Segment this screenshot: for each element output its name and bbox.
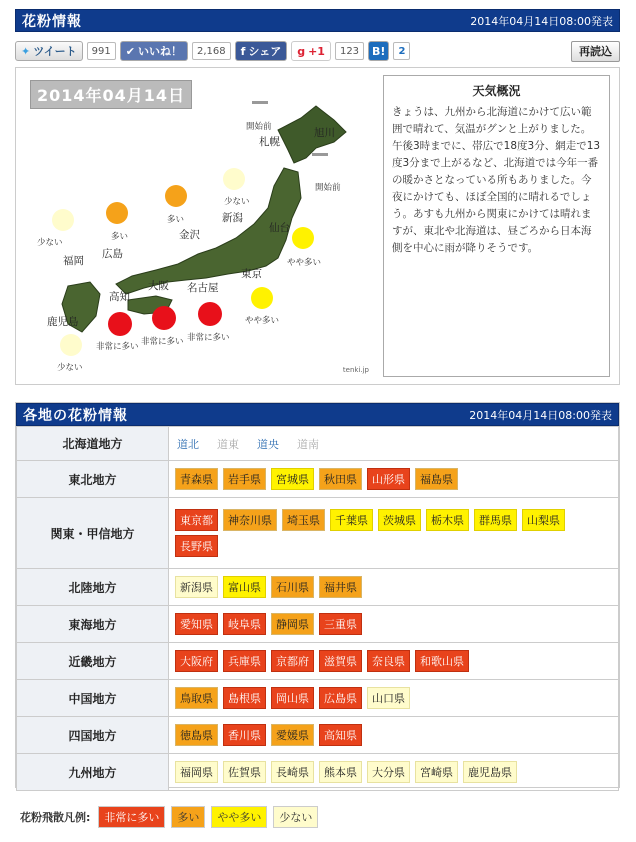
prefecture-link[interactable]: 熊本県 [319, 761, 362, 783]
twitter-icon: ✦ [21, 44, 31, 58]
region-row [17, 461, 619, 498]
region-row [17, 717, 619, 754]
prefecture-link[interactable]: 埼玉県 [282, 509, 325, 531]
weather-text: きょうは、九州から北海道にかけて広い範囲で晴れて、気温がグンと上がりました。午後3時までに、帯広で18度3分、網走で13度3分まで上がるなど、北海道では今年一番の暖かさとなっている所もありました。今夜にかけても、ほぼ全国的に晴れるでしょう。あすも九州から関東にかけては晴れますが、東北や北海道は、昼ごろから日本海側を中心に雨が降りそうです。 [392, 106, 601, 254]
region-row [17, 680, 619, 717]
level-marker-many [165, 185, 187, 207]
level-marker-somewhat [251, 287, 273, 309]
city-sendai: 仙台 [269, 222, 290, 234]
region-name: 中国地方 [17, 680, 169, 717]
reload-button[interactable]: 再読込 [571, 41, 620, 62]
prefecture-link[interactable]: 福岡県 [175, 761, 218, 783]
prefecture-link[interactable]: 青森県 [175, 468, 218, 490]
prefecture-link[interactable]: 東京都 [175, 509, 218, 531]
prefecture-link[interactable]: 岩手県 [223, 468, 266, 490]
issue-date: 2014年04月14日08:00発表 [470, 14, 613, 28]
prefecture-link[interactable]: 宮城県 [271, 468, 314, 490]
city-kochi: 高知 [109, 291, 130, 303]
level-label: 多い [167, 215, 185, 225]
prefecture-list [169, 606, 619, 643]
page-title: 花粉情報 [22, 13, 82, 30]
city-sapporo: 札幌 [259, 136, 280, 148]
prefecture-link[interactable]: 滋賀県 [319, 650, 362, 672]
share-button[interactable]: f シェア [235, 41, 288, 61]
city-kanazawa: 金沢 [179, 229, 200, 241]
level-label: やや多い [287, 258, 322, 268]
prefecture-link[interactable]: 富山県 [223, 576, 266, 598]
city-fukuoka: 福岡 [63, 255, 84, 267]
prefecture-list [169, 680, 619, 717]
regional-title: 各地の花粉情報 [23, 407, 128, 424]
level-marker-very-many [108, 312, 132, 336]
prefecture-link[interactable]: 栃木県 [426, 509, 469, 531]
region-name: 関東・甲信地方 [17, 498, 169, 569]
level-marker-low [60, 334, 82, 356]
prefecture-link[interactable]: 和歌山県 [415, 650, 469, 672]
prefecture-list [169, 461, 619, 498]
prefecture-link[interactable]: 島根県 [223, 687, 266, 709]
map-credit: tenki.jp [342, 366, 369, 374]
prefecture-link[interactable]: 佐賀県 [223, 761, 266, 783]
prefecture-link[interactable]: 三重県 [319, 613, 362, 635]
level-marker-low [52, 209, 74, 231]
prefecture-link[interactable]: 京都府 [271, 650, 314, 672]
hatena-count: 2 [393, 42, 410, 60]
like-button[interactable]: ✔ いいね！ [120, 41, 188, 61]
level-label: 非常に多い [187, 333, 230, 343]
prefecture-list [169, 643, 619, 680]
level-marker-before [252, 101, 268, 104]
prefecture-list [169, 569, 619, 606]
level-label: 多い [111, 232, 129, 242]
region-name: 東海地方 [17, 606, 169, 643]
level-label: 非常に多い [141, 337, 184, 347]
prefecture-list [169, 427, 619, 461]
like-count: 2,168 [192, 42, 231, 60]
gplus-count: 123 [335, 42, 364, 60]
legend-very-many: 非常に多い [98, 806, 165, 828]
city-hiroshima: 広島 [102, 248, 123, 260]
level-marker-before [312, 153, 328, 156]
prefecture-link[interactable]: 高知県 [319, 724, 362, 746]
gplus-icon: g [297, 44, 306, 58]
prefecture-link[interactable]: 愛媛県 [271, 724, 314, 746]
prefecture-link[interactable]: 秋田県 [319, 468, 362, 490]
legend-many: 多い [171, 806, 205, 828]
level-marker-very-many [152, 306, 176, 330]
prefecture-link[interactable]: 千葉県 [330, 509, 373, 531]
regional-pollen-section [15, 402, 620, 788]
city-asahikawa: 旭川 [314, 127, 335, 139]
subregion-disabled: 道南 [297, 437, 319, 451]
prefecture-link[interactable]: 山口県 [367, 687, 410, 709]
weather-summary [383, 75, 610, 377]
legend-few: 少ない [273, 806, 318, 828]
hatena-button[interactable]: B! [368, 41, 389, 61]
pollen-info-header [15, 9, 620, 32]
city-niigata: 新潟 [222, 212, 243, 224]
regional-date: 2014年04月14日08:00発表 [469, 408, 612, 422]
subregion-link[interactable]: 道央 [257, 437, 279, 451]
prefecture-link[interactable]: 岡山県 [271, 687, 314, 709]
level-label: やや多い [245, 316, 280, 326]
legend [20, 806, 318, 828]
level-label: 少ない [37, 238, 63, 248]
pollen-map-panel [15, 67, 620, 385]
tweet-count: 991 [87, 42, 116, 60]
regional-table [16, 426, 619, 791]
prefecture-link[interactable]: 大分県 [367, 761, 410, 783]
prefecture-list [169, 498, 619, 569]
level-label: 少ない [224, 197, 250, 207]
region-row [17, 427, 619, 461]
subregion-link[interactable]: 道北 [177, 437, 199, 451]
prefecture-link[interactable]: 徳島県 [175, 724, 218, 746]
city-nagoya: 名古屋 [187, 282, 219, 294]
prefecture-link[interactable]: 石川県 [271, 576, 314, 598]
region-name: 東北地方 [17, 461, 169, 498]
prefecture-link[interactable]: 新潟県 [175, 576, 218, 598]
tweet-button[interactable]: ✦ ツイート [15, 41, 83, 61]
region-name: 北海道地方 [17, 427, 169, 461]
prefecture-link[interactable]: 広島県 [319, 687, 362, 709]
prefecture-link[interactable]: 福井県 [319, 576, 362, 598]
prefecture-link[interactable]: 愛知県 [175, 613, 218, 635]
regional-header [16, 403, 619, 426]
region-row [17, 606, 619, 643]
prefecture-link[interactable]: 茨城県 [378, 509, 421, 531]
prefecture-link[interactable]: 奈良県 [367, 650, 410, 672]
subregion-disabled: 道東 [217, 437, 239, 451]
map-date: 2014年04月14日 [30, 80, 192, 109]
prefecture-link[interactable]: 福島県 [415, 468, 458, 490]
prefecture-link[interactable]: 静岡県 [271, 613, 314, 635]
thumbs-up-icon: ✔ [125, 44, 135, 58]
region-name: 四国地方 [17, 717, 169, 754]
level-label: 非常に多い [96, 342, 139, 352]
prefecture-link[interactable]: 山形県 [367, 468, 410, 490]
prefecture-link[interactable]: 大阪府 [175, 650, 218, 672]
city-osaka: 大阪 [148, 280, 169, 292]
region-row [17, 643, 619, 680]
prefecture-link[interactable]: 岐阜県 [223, 613, 266, 635]
level-label: 少ない [57, 363, 83, 373]
level-marker-many [106, 202, 128, 224]
region-name: 九州地方 [17, 754, 169, 791]
prefecture-list [169, 754, 619, 791]
region-row [17, 569, 619, 606]
prefecture-list [169, 717, 619, 754]
city-kagoshima: 鹿児島 [47, 316, 79, 328]
city-tokyo: 東京 [241, 268, 262, 280]
prefecture-link[interactable]: 神奈川県 [223, 509, 277, 531]
region-row [17, 754, 619, 791]
prefecture-link[interactable]: 鳥取県 [175, 687, 218, 709]
prefecture-link[interactable]: 宮崎県 [415, 761, 458, 783]
prefecture-link[interactable]: 鹿児島県 [463, 761, 517, 783]
level-marker-somewhat [292, 227, 314, 249]
region-row [17, 498, 619, 569]
gplus-button[interactable]: g +1 [291, 41, 331, 61]
level-marker-low [223, 168, 245, 190]
prefecture-link[interactable]: 長野県 [175, 535, 218, 557]
prefecture-link[interactable]: 兵庫県 [223, 650, 266, 672]
prefecture-link[interactable]: 群馬県 [474, 509, 517, 531]
level-label: 開始前 [246, 122, 272, 132]
region-name: 北陸地方 [17, 569, 169, 606]
prefecture-link[interactable]: 山梨県 [522, 509, 565, 531]
social-bar [15, 39, 620, 63]
legend-label: 花粉飛散凡例: [20, 811, 91, 824]
weather-title: 天気概況 [472, 84, 521, 98]
region-name: 近畿地方 [17, 643, 169, 680]
prefecture-link[interactable]: 長崎県 [271, 761, 314, 783]
facebook-icon: f [240, 44, 246, 58]
legend-somewhat-many: やや多い [211, 806, 267, 828]
level-label: 開始前 [315, 183, 341, 193]
level-marker-very-many [198, 302, 222, 326]
prefecture-link[interactable]: 香川県 [223, 724, 266, 746]
